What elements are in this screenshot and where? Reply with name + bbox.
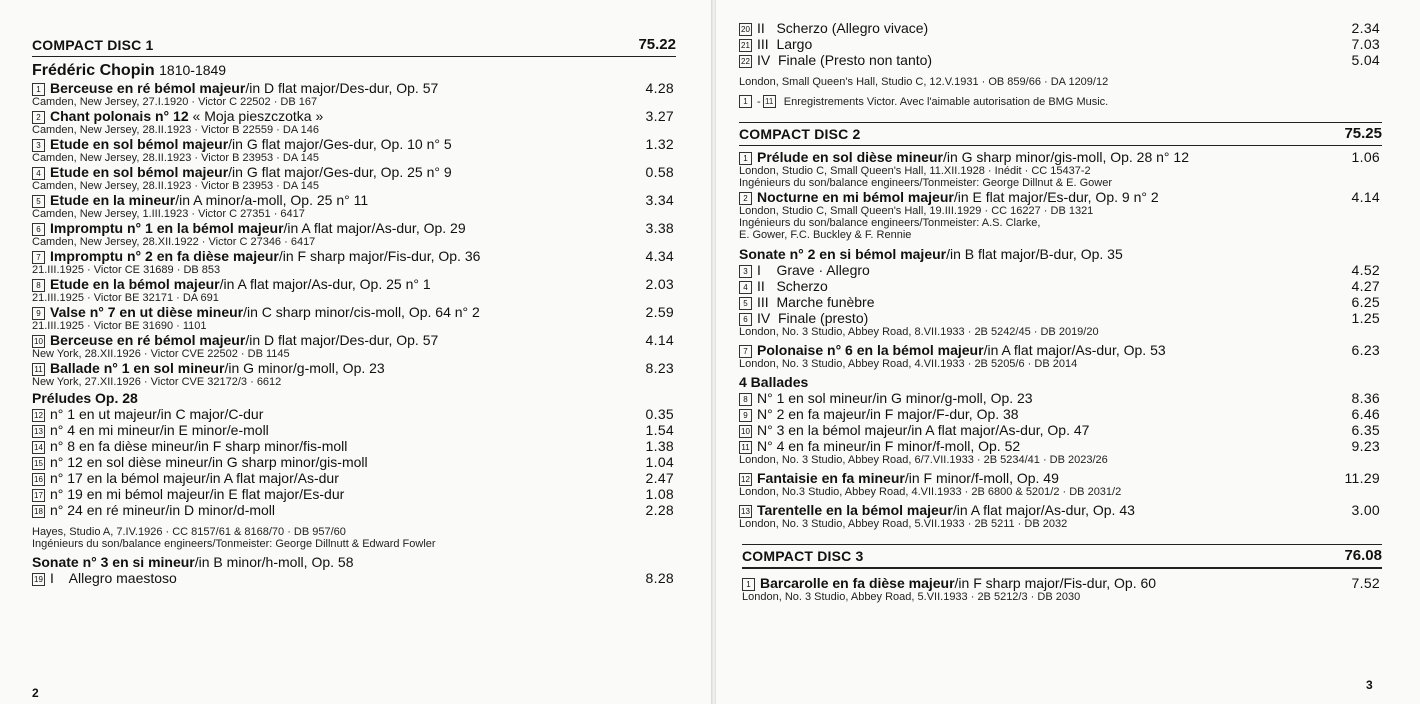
track-duration: 2.59 [645,304,674,320]
track-row [32,454,676,470]
track-duration: 3.34 [645,192,674,208]
track-detail: Ingénieurs du son/balance engineers/Tonmeister: George Dillnut & E. Gower [739,177,1112,189]
track-detail: 21.III.1925 · Victor CE 31689 · DB 853 [32,264,221,276]
track-detail: 21.III.1925 · Victor BE 32171 · DA 691 [32,292,219,304]
track-duration: 4.14 [1351,189,1380,205]
track-title-group [32,220,466,236]
track-title-group [739,390,1033,406]
track-number-box: 13 [739,505,752,518]
sonata2-detail: London, No. 3 Studio, Abbey Road, 8.VII.1933 · 2B 5242/45 · DB 2019/20 [739,326,1099,338]
track-number-box: 4 [32,167,45,180]
track-row [739,390,1382,406]
right-column [739,20,1382,603]
track-row [739,470,1382,486]
track-number-box: 2 [32,111,45,124]
track-duration: 8.28 [645,570,674,586]
track-duration: 7.03 [1351,36,1380,52]
track-number-box: 5 [32,195,45,208]
track-row [32,192,676,208]
track-duration: 4.52 [1351,262,1380,278]
disc1-rule [32,56,676,57]
right-page [716,0,1420,704]
track-title-rest: /in D flat major/Des-dur, Op. 57 [245,80,439,96]
track-row [739,189,1382,205]
track-duration: 1.32 [645,136,674,152]
credit-range-end: 11 [763,95,776,108]
track-number-box: 11 [32,363,45,376]
track-title-rest: /in F sharp major/Fis-dur, Op. 36 [278,248,481,264]
track-row [32,422,676,438]
track-detail: Camden, New Jersey, 28.II.1923 · Victor B 23953 · DA 145 [32,152,319,164]
barcarolle-entry [742,575,1382,603]
track-row [739,310,1382,326]
track-number-box: 3 [739,265,752,278]
track-duration: 7.52 [1351,575,1380,591]
track-title: n° 1 en ut majeur/in C major/C-dur [50,406,264,422]
track-title-bold: Tarentelle en la bémol majeur [757,502,953,518]
track-title-group [739,52,932,68]
track-number-box: 9 [739,409,752,422]
ballades-heading: 4 Ballades [739,374,809,390]
track-title-rest: /in A minor/a-moll, Op. 25 n° 11 [175,192,369,208]
track-title-rest: /in C sharp minor/cis-moll, Op. 64 n° 2 [243,304,480,320]
fantaisie-entry [739,470,1382,498]
disc3-duration: 76.08 [1344,547,1382,564]
track-row [32,276,676,292]
credit-text: Enregistrements Victor. Avec l'aimable autorisation de BMG Music. [783,96,1109,108]
track-title-rest: /in G flat major/Ges-dur, Op. 25 n° 9 [228,164,452,180]
track-title-bold: Prélude en sol dièse mineur [757,149,943,165]
track-detail: New York, 28.XII.1926 · Victor CVE 22502 · DB 1145 [32,348,290,360]
track-duration: 4.28 [645,80,674,96]
track-title-group [739,342,1166,358]
track-number-box: 18 [32,505,45,518]
track-row [32,248,676,264]
preludes-list [32,406,676,518]
disc2-header [739,123,1382,145]
track-title: I Grave · Allegro [757,262,870,278]
track-row [739,278,1382,294]
track-title-group [739,310,868,326]
track-title: II Scherzo (Allegro vivace) [757,20,929,36]
track-title-group [32,470,339,486]
track-title-group [32,332,438,348]
track-title-group [32,136,452,152]
track-duration: 1.06 [1351,149,1380,165]
track-title-bold: Etude en sol bémol majeur [50,164,229,180]
track-title-group [739,422,1089,438]
track-title-rest: /in D flat major/Des-dur, Op. 57 [245,332,439,348]
track-number-box: 8 [32,279,45,292]
sonata3-heading [32,554,676,570]
track-number-box: 16 [32,473,45,486]
track-number-box: 7 [32,251,45,264]
preludes-detail-1: Hayes, Studio A, 7.IV.1926 · CC 8157/61 & 8168/70 · DB 957/60 [32,526,346,538]
disc1-label: COMPACT DISC 1 [32,37,154,53]
track-title-group [739,149,1189,165]
track-detail: 21.III.1925 · Victor BE 31690 · 1101 [32,320,207,332]
disc1-track-list [32,80,676,388]
track-row [739,36,1382,52]
track-duration: 6.46 [1351,406,1380,422]
track-title-bold: Etude en sol bémol majeur [50,136,229,152]
track-row [739,52,1382,68]
track-row [739,294,1382,310]
track-duration: 1.08 [645,486,674,502]
composer-years: 1810-1849 [159,62,227,78]
composer [32,62,676,80]
track-title: II Scherzo [757,278,828,294]
track-row [739,149,1382,165]
track-row [739,406,1382,422]
track-number-box: 6 [739,313,752,326]
track-title: N° 2 en fa majeur/in F major/F-dur, Op. 38 [757,406,1019,422]
track-detail: Camden, New Jersey, 28.II.1923 · Victor B 23953 · DA 145 [32,180,319,192]
track-title-group [739,278,828,294]
sonata3-detail: London, Small Queen's Hall, Studio C, 12.V.1931 · OB 859/66 · DA 1209/12 [739,76,1109,88]
track-detail: London, Studio C, Small Queen's Hall, 19.III.1929 · CC 16227 · DB 1321 [739,205,1094,217]
track-detail: Camden, New Jersey, 28.II.1923 · Victor B 22559 · DA 146 [32,124,319,136]
track-duration: 8.36 [1351,390,1380,406]
track-duration: 1.25 [1351,310,1380,326]
track-title-group [32,248,480,264]
track-title-group [739,262,870,278]
track-detail: E. Gower, F.C. Buckley & F. Rennie [739,229,912,241]
track-row [32,570,676,586]
track-title-group [32,406,263,422]
disc2-duration: 75.25 [1344,125,1382,142]
track-row [32,304,676,320]
track-title: IV Finale (Presto non tanto) [757,52,933,68]
track-number-box: 20 [739,23,752,36]
track-title-group [32,438,347,454]
track-detail: London, No. 3 Studio, Abbey Road, 4.VII.1933 · 2B 5205/6 · DB 2014 [739,358,1078,370]
track-title: n° 12 en sol dièse mineur/in G sharp minor/gis-moll [50,454,368,470]
track-row [739,438,1382,454]
track-number-box: 19 [32,573,45,586]
track-title-group [32,360,385,376]
track-duration: 1.54 [645,422,674,438]
track-title-rest: /in F sharp major/Fis-dur, Op. 60 [954,575,1157,591]
track-duration: 8.23 [645,360,674,376]
track-title: III Largo [757,36,813,52]
track-number-box: 1 [739,152,752,165]
track-duration: 6.23 [1351,342,1380,358]
track-title-bold: Etude en la bémol majeur [50,276,220,292]
track-row [32,80,676,96]
track-row [32,220,676,236]
track-duration: 1.04 [645,454,674,470]
track-row [742,575,1382,591]
disc2-rule [739,145,1382,146]
track-duration: 0.35 [645,406,674,422]
track-title-group [32,192,368,208]
track-title-rest: /in G flat major/Ges-dur, Op. 10 n° 5 [228,136,452,152]
track-title-group [739,36,812,52]
track-number-box: 13 [32,425,45,438]
track-duration: 2.03 [645,276,674,292]
sonata3-rest: /in B minor/h-moll, Op. 58 [194,554,354,570]
track-title-group [32,108,323,124]
track-number-box: 22 [739,55,752,68]
track-title-rest: /in E flat major/Es-dur, Op. 9 n° 2 [953,189,1159,205]
track-row [32,406,676,422]
tarentelle-entry [739,502,1382,530]
track-duration: 11.29 [1344,470,1380,486]
track-duration: 4.27 [1351,278,1380,294]
track-duration: 3.38 [645,220,674,236]
track-row [739,342,1382,358]
track-detail: London, Studio C, Small Queen's Hall, 11.XII.1928 · Inédit · CC 15437-2 [739,165,1091,177]
track-title-bold: Polonaise n° 6 en la bémol majeur [757,342,984,358]
track-title-group [739,294,875,310]
track-duration: 5.04 [1351,52,1380,68]
disc3-header [739,545,1382,567]
track-number-box: 7 [739,345,752,358]
track-detail: Ingénieurs du son/balance engineers/Tonmeister: A.S. Clarke, [739,217,1041,229]
track-duration: 0.58 [645,164,674,180]
preludes-detail-2: Ingénieurs du son/balance engineers/Tonmeister: George Dillnutt & Edward Fowler [32,538,436,550]
track-title-group [32,422,269,438]
track-title-bold: Chant polonais n° 12 [50,108,189,124]
composer-name: Frédéric Chopin [32,62,155,79]
track-duration: 2.28 [645,502,674,518]
track-title-group [32,304,480,320]
track-number-box: 21 [739,39,752,52]
track-row [739,502,1382,518]
track-duration: 2.34 [1351,20,1380,36]
sonata3-continued-list [739,20,1382,68]
track-title-rest: /in G minor/g-moll, Op. 23 [224,360,385,376]
track-row [32,164,676,180]
disc3-rule [742,567,1382,569]
track-number-box: 10 [739,425,752,438]
track-duration: 3.00 [1351,502,1380,518]
track-detail: New York, 27.XII.1926 · Victor CVE 32172/3 · 6612 [32,376,282,388]
track-title-bold: Etude en la mineur [50,192,176,208]
disc1-duration: 75.22 [638,36,676,53]
track-title: I Allegro maestoso [50,570,177,586]
track-title: III Marche funèbre [757,294,875,310]
credit-line: 1 - 11 Enregistrements Victor. Avec l'aimable autorisation de BMG Music. [739,95,1382,108]
track-title-group [739,406,1019,422]
track-title-rest: /in A flat major/As-dur, Op. 25 n° 1 [219,276,431,292]
track-row [32,108,676,124]
sonata2-rest: /in B flat major/B-dur, Op. 35 [946,246,1123,262]
track-title: n° 19 en mi bémol majeur/in E flat major/Es-dur [50,486,345,502]
track-duration: 4.14 [645,332,674,348]
track-row [739,20,1382,36]
page-number-left: 2 [32,686,39,700]
track-detail: London, No.3 Studio, Abbey Road, 4.VII.1933 · 2B 6800 & 5201/2 · DB 2031/2 [739,486,1122,498]
track-number-box: 17 [32,489,45,502]
track-title: N° 1 en sol mineur/in G minor/g-moll, Op. 23 [757,390,1033,406]
disc1-header [32,34,676,56]
track-title-group [32,276,431,292]
page-number-right: 3 [1366,678,1373,692]
ballades-detail: London, No. 3 Studio, Abbey Road, 6/7.VII.1933 · 2B 5234/41 · DB 2023/26 [739,454,1108,466]
track-number-box: 4 [739,281,752,294]
track-title-rest: /in A flat major/As-dur, Op. 43 [952,502,1135,518]
track-title: N° 3 en la bémol majeur/in A flat major/As-dur, Op. 47 [757,422,1090,438]
track-title: n° 17 en la bémol majeur/in A flat major/As-dur [50,470,339,486]
sonata3-bold: Sonate n° 3 en si mineur [32,554,195,570]
track-number-box: 5 [739,297,752,310]
track-title-rest: /in F minor/f-moll, Op. 49 [904,470,1059,486]
left-column [32,34,676,586]
track-duration: 1.38 [645,438,674,454]
track-detail: London, No. 3 Studio, Abbey Road, 5.VII.1933 · 2B 5211 · DB 2032 [739,518,1068,530]
track-number-box: 15 [32,457,45,470]
track-detail: London, No. 3 Studio, Abbey Road, 5.VII.1933 · 2B 5212/3 · DB 2030 [742,591,1081,603]
polonaise-entry [739,342,1382,370]
track-duration: 6.25 [1351,294,1380,310]
track-number-box: 3 [32,139,45,152]
track-title-group [32,454,368,470]
track-number-box: 2 [739,192,752,205]
track-title-bold: Berceuse en ré bémol majeur [50,80,246,96]
track-title-group [739,189,1159,205]
track-duration: 3.27 [645,108,674,124]
track-number-box: 6 [32,223,45,236]
track-title: n° 8 en fa dièse mineur/in F sharp minor/fis-moll [50,438,348,454]
track-title-bold: Berceuse en ré bémol majeur [50,332,246,348]
track-row [32,360,676,376]
track-duration: 9.23 [1351,438,1380,454]
disc3-label: COMPACT DISC 3 [742,548,864,564]
disc2-label: COMPACT DISC 2 [739,126,861,142]
track-title: N° 4 en fa mineur/in F minor/f-moll, Op. 52 [757,438,1021,454]
track-row [32,502,676,518]
track-row [32,136,676,152]
track-duration: 2.47 [645,470,674,486]
track-title-bold: Impromptu n° 2 en fa dièse majeur [50,248,279,264]
track-title-group [739,502,1135,518]
track-number-box: 14 [32,441,45,454]
track-title-rest: /in A flat major/As-dur, Op. 29 [283,220,466,236]
track-title: n° 4 en mi mineur/in E minor/e-moll [50,422,269,438]
track-title-group [739,438,1020,454]
ballades-list [739,390,1382,454]
track-number-box: 1 [742,578,755,591]
track-row [32,438,676,454]
disc2-track-list-a [739,149,1382,241]
track-number-box: 9 [32,307,45,320]
track-number-box: 11 [739,441,752,454]
track-duration: 4.34 [645,248,674,264]
track-title-group [742,575,1156,591]
track-title-rest: /in A flat major/As-dur, Op. 53 [983,342,1166,358]
track-title-group [32,164,452,180]
track-number-box: 10 [32,335,45,348]
track-title-rest: /in G sharp minor/gis-moll, Op. 28 n° 12 [942,149,1189,165]
track-title-bold: Valse n° 7 en ut dièse mineur [50,304,244,320]
sonata2-bold: Sonate n° 2 en si bémol majeur [739,246,947,262]
track-title-bold: Fantaisie en fa mineur [757,470,905,486]
track-detail: Camden, New Jersey, 27.I.1920 · Victor C 22502 · DB 167 [32,96,318,108]
track-detail: Camden, New Jersey, 28.XII.1922 · Victor C 27346 · 6417 [32,236,316,248]
track-number-box: 12 [32,409,45,422]
track-title-group [739,470,1059,486]
track-title-group [32,502,275,518]
track-row [739,422,1382,438]
track-row [32,486,676,502]
track-number-box: 12 [739,473,752,486]
track-title-bold: Ballade n° 1 en sol mineur [50,360,225,376]
preludes-heading: Préludes Op. 28 [32,390,138,406]
sonata2-heading [739,246,1382,262]
track-number-box: 8 [739,393,752,406]
track-title-group [739,20,928,36]
track-title-bold: Barcarolle en fa dièse majeur [760,575,955,591]
track-title-bold: Nocturne en mi bémol majeur [757,189,954,205]
credit-range-start: 1 [739,95,752,108]
track-row [32,332,676,348]
track-row [32,470,676,486]
track-duration: 6.35 [1351,422,1380,438]
track-detail: Camden, New Jersey, 1.III.1923 · Victor C 27351 · 6417 [32,208,305,220]
track-title-rest: « Moja pieszczotka » [188,108,324,124]
track-title: n° 24 en ré mineur/in D minor/d-moll [50,502,276,518]
sonata2-movement-list [739,262,1382,326]
track-row [739,262,1382,278]
track-title: IV Finale (presto) [757,310,869,326]
track-title-bold: Impromptu n° 1 en la bémol majeur [50,220,284,236]
track-number-box: 1 [32,83,45,96]
track-title-group [32,486,344,502]
track-title-group [32,80,438,96]
